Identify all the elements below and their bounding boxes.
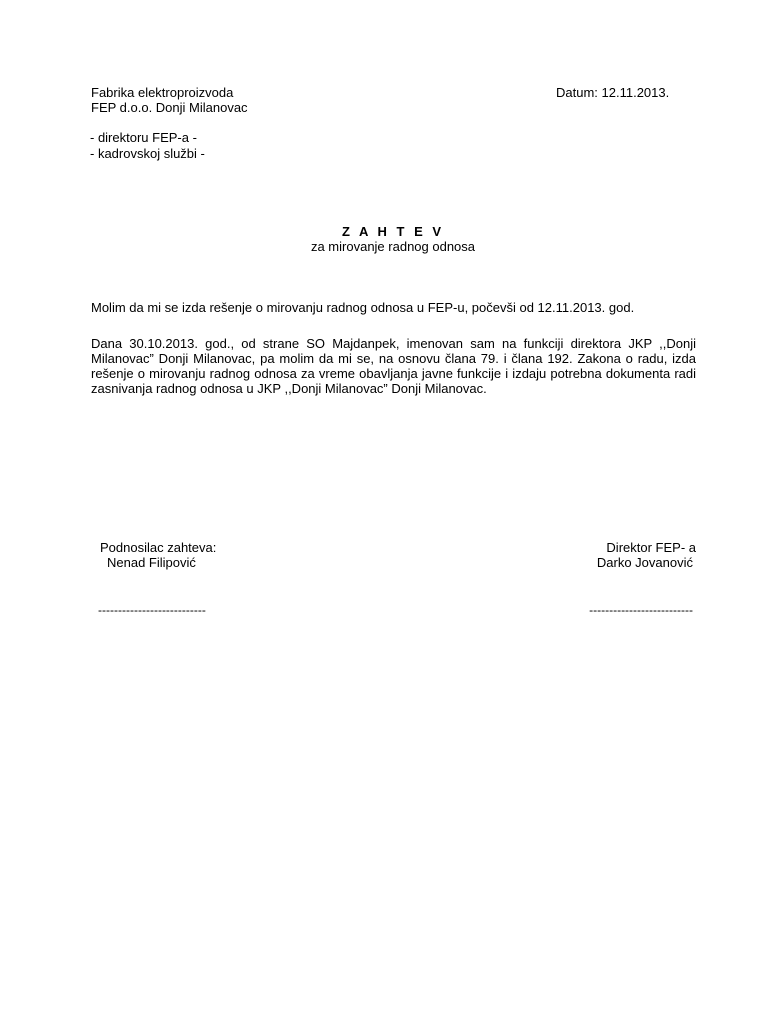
signature-left-name: Nenad Filipović <box>107 555 196 570</box>
sender-company: Fabrika elektroproizvoda <box>91 85 234 100</box>
signature-right-name: Darko Jovanović <box>596 555 693 570</box>
sender-address: FEP d.o.o. Donji Milanovac <box>91 100 248 115</box>
document-subtitle: za mirovanje radnog odnosa <box>310 239 476 254</box>
date-line: Datum: 12.11.2013. <box>556 85 670 100</box>
signature-left-line: --------------------------- <box>98 603 206 617</box>
recipient-list <box>90 130 205 162</box>
signature-right-line: -------------------------- <box>589 603 693 617</box>
paragraph-explanation: Dana 30.10.2013. god., od strane SO Majdanpek, imenovan sam na funkciji direktora JKP ,,Donji Milanovac” Donji Milanovac, pa molim da mi se, na osnovu člana 79. i člana 192. Zakona o radu, izda rešenje o mirovanju radnog odnosa za vreme obavljanja javne funkcije i izdaju potrebna dokumenta radi zasnivanja radnog odnosa u JKP ,,Donji Milanovac” Donji Milanovac. <box>91 336 696 396</box>
signature-left-role: Podnosilac zahteva: <box>100 540 217 555</box>
paragraph-request: Molim da mi se izda rešenje o mirovanju radnog odnosa u FEP-u, počevši od 12.11.2013. god. <box>91 300 635 315</box>
document-title: Z A H T E V <box>341 224 445 239</box>
recipient-item: - kadrovskoj službi - <box>90 146 205 161</box>
recipient-item: - direktoru FEP-a - <box>90 130 197 145</box>
signature-right-role: Direktor FEP- a <box>606 540 696 555</box>
